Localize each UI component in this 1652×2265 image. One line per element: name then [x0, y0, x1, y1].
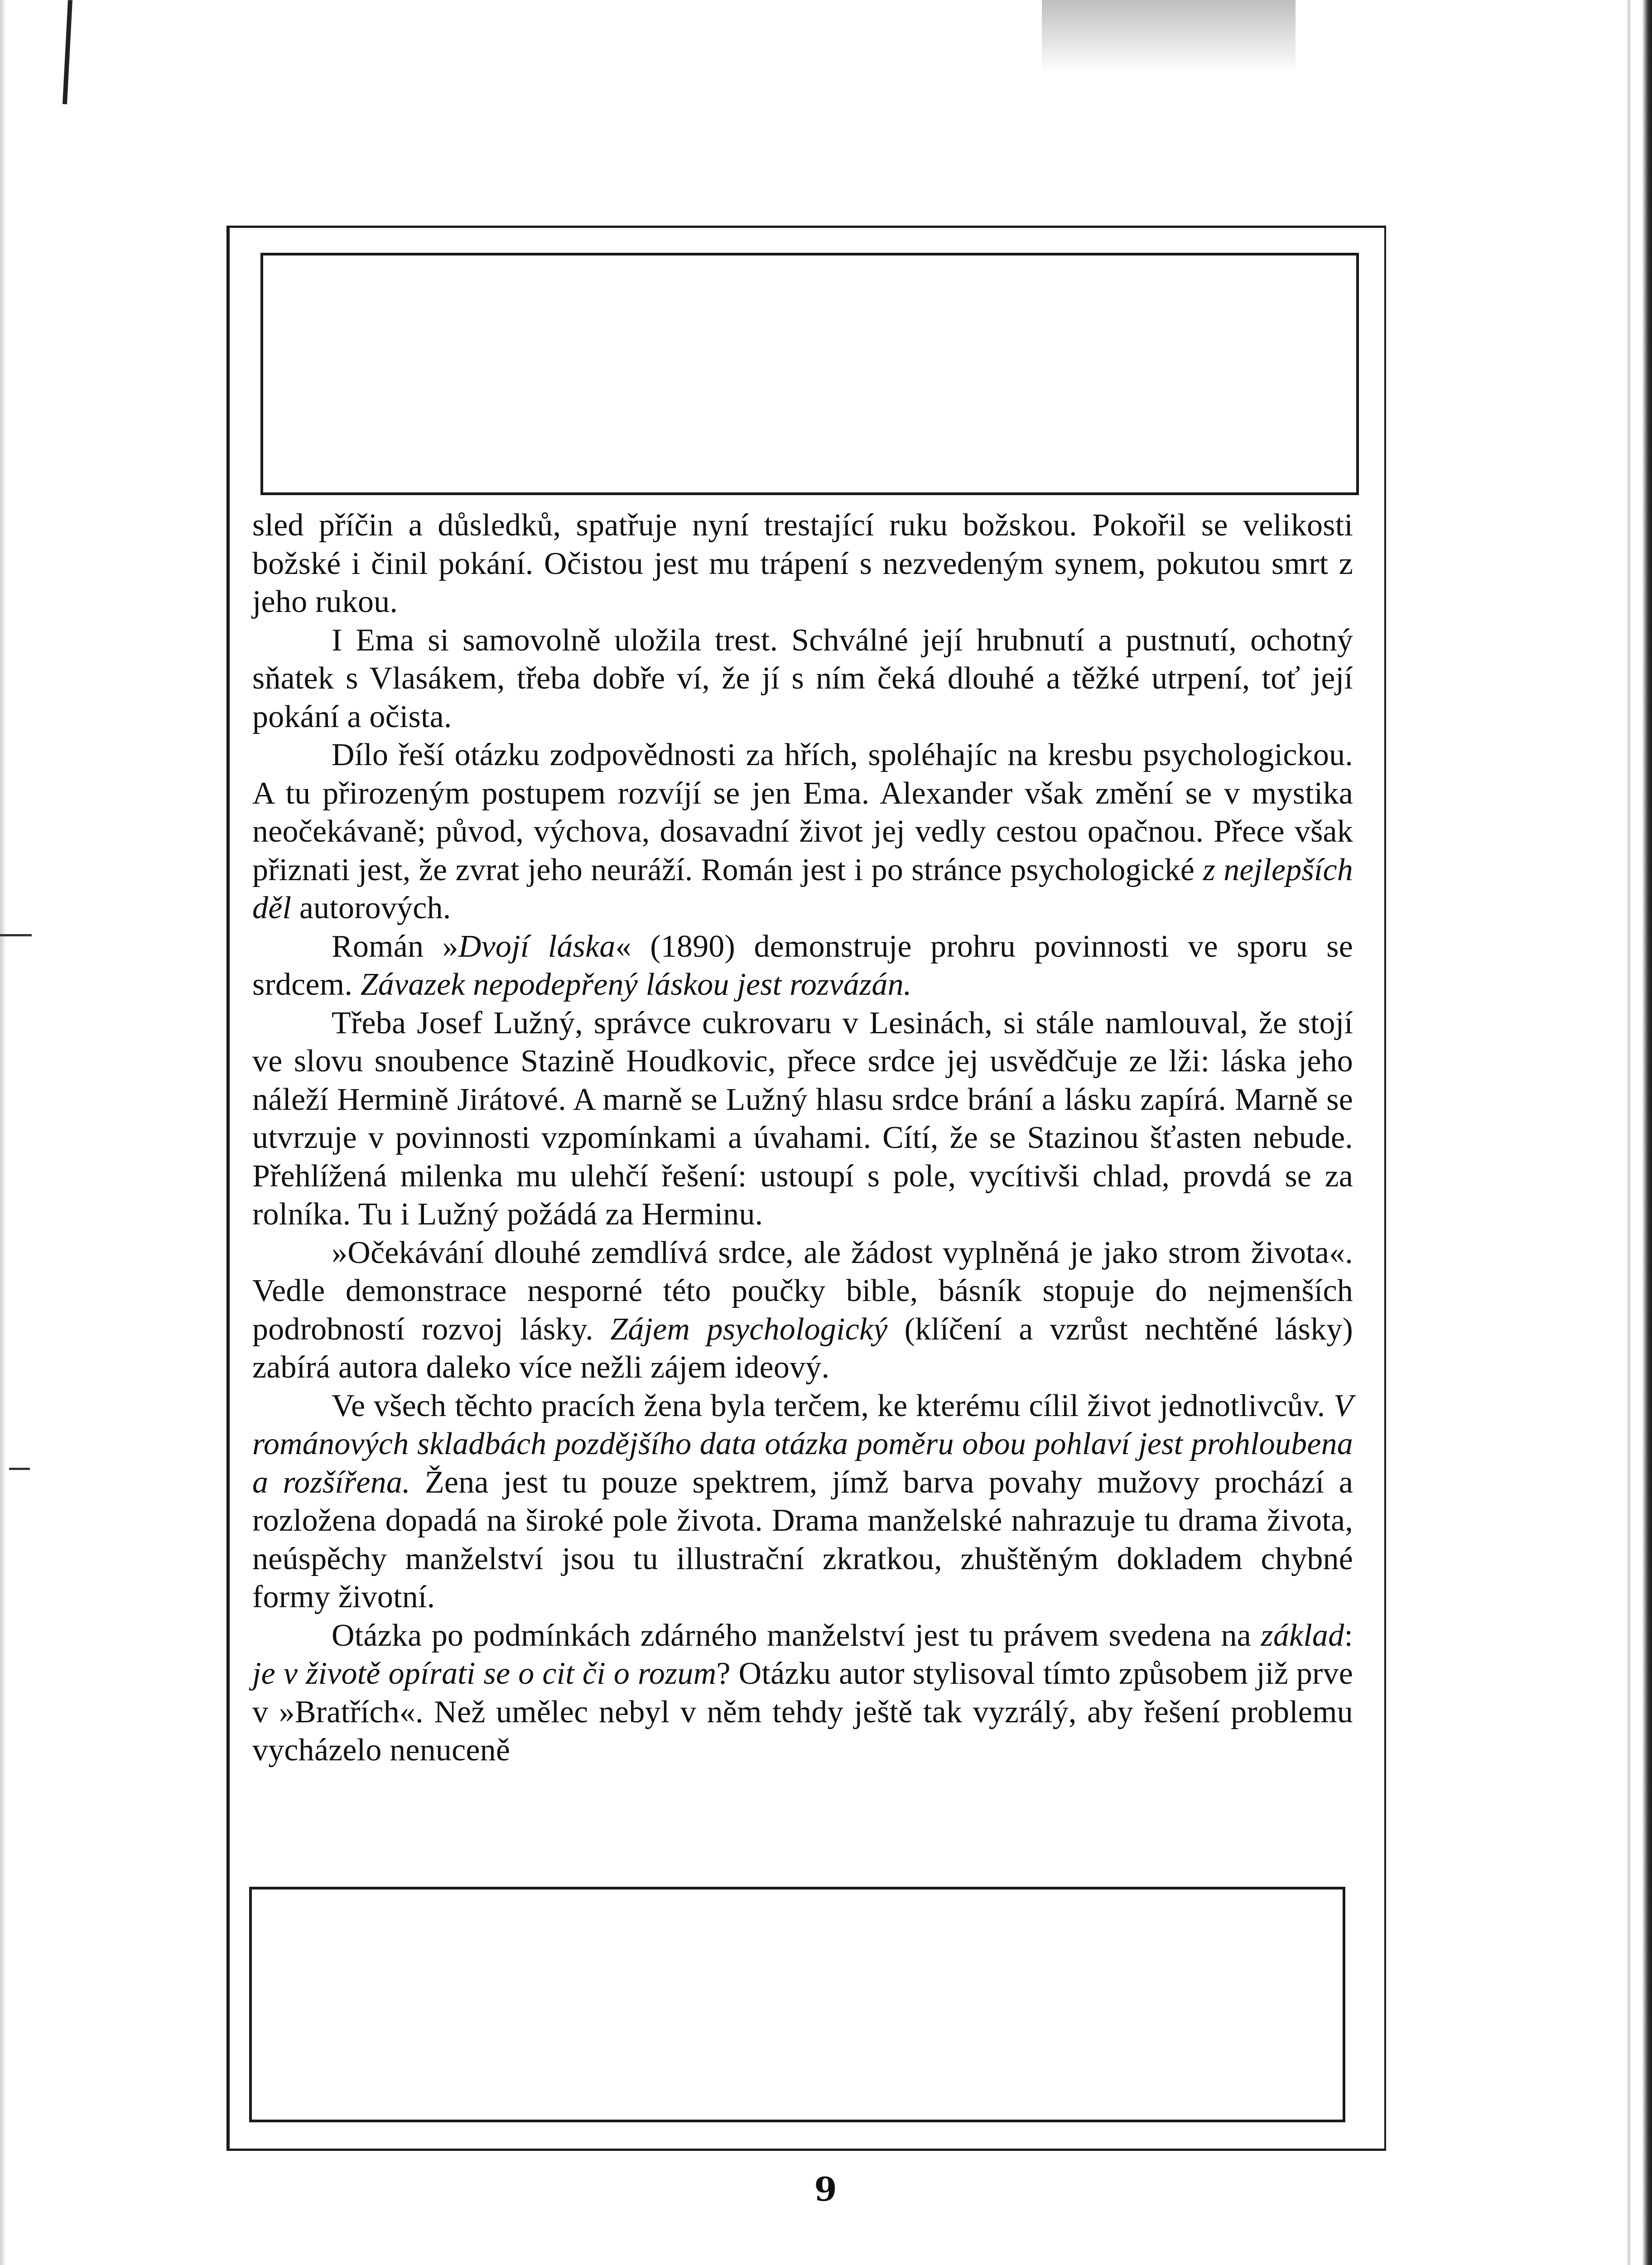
- paragraph: [252, 928, 1353, 1004]
- emphasis-text: Zájem psychologický: [610, 1311, 888, 1347]
- paragraph: [252, 736, 1353, 928]
- emphasis-text: Závazek nepodepřený láskou jest rozvázán.: [360, 967, 912, 1002]
- paragraph-text: »Očekávání dlouhé zemdlívá srdce, ale žádost vyplněná je jako strom života«. Vedle demonstrace nesporné této poučky bible, básník stopuje do nejmenších podrobností rozvoj lásky.: [252, 1235, 1353, 1347]
- paragraph-text: Třeba Josef Lužný, správce cukrovaru v Lesinách, si stále namlouval, že stojí ve slovu snoubence Stazině Houdkovic, přece srdce jej usvědčuje ze lži: láska jeho náleží Hermině Jirátové. A marně se Lužný hlasu srdce brání a lásku zapírá. Marně se utvrzuje v povinnosti vzpomínkami a úvahami. Cítí, že se Stazinou šťasten nebude. Přehlížená milenka mu ulehčí řešení: ustoupí s pole, vycítivši chlad, provdá se za rolníka. Tu i Lužný požádá za Herminu.: [252, 1005, 1353, 1232]
- emphasis-text: základ: [1261, 1618, 1344, 1653]
- emphasis-text: z nejlepších děl: [252, 852, 1353, 925]
- header-box: [260, 253, 1359, 495]
- paragraph-text: Dílo řeší otázku zodpovědnosti za hřích, spoléhajíc na kresbu psychologickou. A tu přirozeným postupem rozvíjí se jen Ema. Alexander však změní se v mystika neočekávaně; původ, výchova, dosavadní život jej vedly cestou opačnou. Přece však přiznati jest, že zvrat jeho neuráží. Román jest i po stránce psychologické: [252, 737, 1353, 887]
- paragraph: [252, 1004, 1353, 1234]
- scan-mark: [63, 0, 72, 104]
- paragraph-text: ? Otázku autor stylisoval tímto způsobem již prve v »Bratřích«. Než umělec nebyl v něm tehdy ještě tak vyzrálý, aby řešení problemu vycházelo nenuceně: [252, 1656, 1353, 1768]
- paragraph-text: (klíčení a vzrůst nechtěné lásky) zabírá autora daleko více nežli zájem ideový.: [252, 1311, 1353, 1385]
- paragraph-text: Román »: [332, 929, 458, 964]
- paragraph-text: Otázka po podmínkách zdárného manželství jest tu právem svedena na: [332, 1618, 1261, 1653]
- paragraph-text: Žena jest tu pouze spektrem, jímž barva povahy mužovy prochází a rozložena dopadá na široké pole života. Drama manželské nahrazuje tu drama života, neúspěchy manželství jsou tu illustrační zkratkou, zhuštěným dokladem chybné formy životní.: [252, 1465, 1353, 1614]
- paragraph-text: I Ema si samovolně uložila trest. Schválné její hrubnutí a pustnutí, ochotný sňatek s Vlasákem, třeba dobře ví, že jí s ním čeká dlouhé a těžké utrpení, toť její pokání a očista.: [252, 622, 1353, 734]
- page-number: 9: [814, 2170, 838, 2208]
- page-edge-right: [1642, 0, 1652, 2265]
- emphasis-text: V románových skladbách pozdějšího data otázka poměru obou pohlaví jest prohloubena a rozšířena.: [252, 1388, 1353, 1500]
- paragraph: [252, 1387, 1353, 1617]
- paragraph-text: :: [1344, 1618, 1353, 1653]
- emphasis-text: je v životě opírati se o cit či o rozum: [252, 1656, 717, 1691]
- scan-smudge: [1042, 0, 1296, 72]
- paragraph-text: « (1890) demonstruje prohru povinnosti ve sporu se srdcem.: [252, 929, 1353, 1002]
- margin-mark: [9, 1468, 30, 1470]
- paragraph-text: Ve všech těchto pracích žena byla terčem, ke kterému cílil život jednotlivcův.: [332, 1388, 1334, 1423]
- page-edge-shadow: [1628, 0, 1630, 2265]
- body-text: [252, 506, 1353, 1770]
- margin-mark: [0, 934, 32, 936]
- page-edge-left: [0, 0, 6, 2265]
- paragraph-text: autorových.: [291, 891, 451, 925]
- paragraph: [252, 622, 1353, 737]
- paragraph-text: sled příčin a důsledků, spatřuje nyní trestající ruku božskou. Pokořil se velikosti božské i činil pokání. Očistou jest mu trápení s nezvedeným synem, pokutou smrt z jeho rukou.: [252, 508, 1353, 619]
- paragraph: [252, 1617, 1353, 1770]
- paragraph: [252, 506, 1353, 622]
- footer-box: [249, 1887, 1345, 2122]
- emphasis-text: Dvojí láska: [458, 929, 616, 964]
- paragraph: [252, 1234, 1353, 1387]
